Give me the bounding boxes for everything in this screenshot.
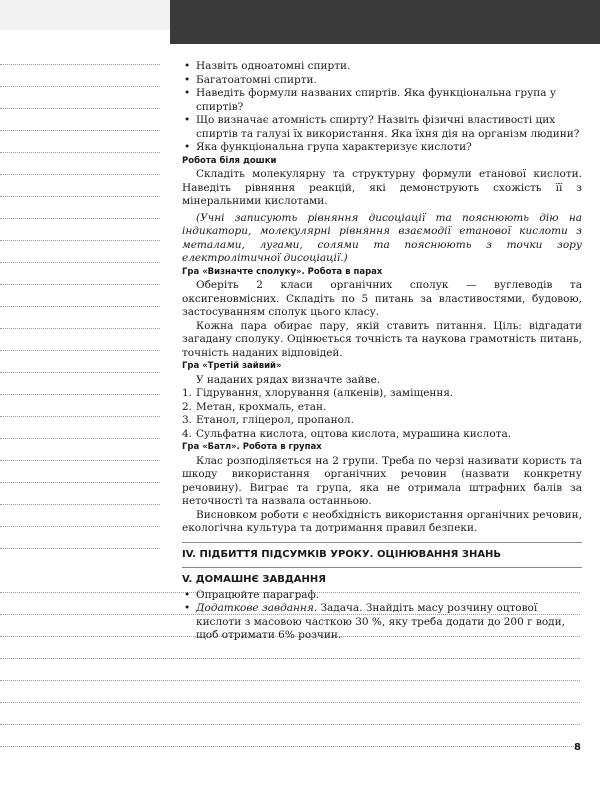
- note-line: [0, 460, 160, 461]
- list-number: 4.: [182, 427, 193, 440]
- section-divider: [182, 542, 582, 543]
- game1-paragraph: Оберіть 2 класи органічних сполук — вуглеводів та оксигеновмісних. Складіть по 5 питань за властивостями, будовою, застосуванням сполук цього класу.: [182, 279, 582, 318]
- game1-heading: Гра «Визначте сполуку». Робота в парах: [182, 266, 383, 277]
- note-line: [0, 746, 580, 747]
- note-line: [0, 482, 160, 483]
- note-line: [0, 64, 160, 65]
- note-line: [0, 108, 160, 109]
- game1-paragraph: Кожна пара обирає пару, якій ставить питання. Ціль: відгадати загадану сполуку. Оцінюється точність та наукова грамотність питань, точність наданих відповідей.: [182, 319, 582, 359]
- note-line: [0, 86, 160, 87]
- note-line: [0, 504, 160, 505]
- note-line: [0, 130, 160, 131]
- question-item: • Що визначає атомність спирту? Назвіть фізичні властивості цих спиртів та галузі їх використання. Яка їхня дія на організм людини?: [182, 114, 582, 141]
- list-item: [182, 428, 582, 442]
- list-number: 1.: [182, 387, 193, 399]
- note-line: [0, 438, 160, 439]
- header-dark-strip: [170, 0, 600, 44]
- note-line: [0, 526, 160, 527]
- note-line: [0, 240, 160, 241]
- lesson-content: [182, 60, 582, 643]
- note-line: [0, 152, 160, 153]
- board-work-note: (Учні записують рівняння дисоціації та пояснюють дію на індикатори, молекулярні рівняння взаємодії етанової кислоти з металами, лугами, солями та пояснюють з точки зору електролітичної дисоціації.): [182, 211, 582, 264]
- list-item: [182, 414, 582, 428]
- page-header-band: [0, 0, 600, 44]
- section-iv-heading: IV. ПІДБИТТЯ ПІДСУМКІВ УРОКУ. ОЦІНЮВАННЯ ЗНАНЬ: [182, 548, 502, 560]
- list-text: Гідрування, хлорування (алкенів), заміщення.: [196, 387, 454, 399]
- note-line: [0, 196, 160, 197]
- question-item: • Багатоатомні спирти.: [182, 74, 582, 88]
- note-line: [0, 724, 580, 725]
- list-item: [182, 387, 582, 401]
- list-text: Сульфатна кислота, оцтова кислота, мурашина кислота.: [196, 427, 512, 440]
- list-number: 2.: [182, 400, 193, 413]
- page-number: 8: [574, 742, 581, 753]
- game3-paragraph: Клас розподіляється на 2 групи. Треба по черзі називати користь та шкоду використання органічних речовин (назвати конкретну речовину). Виграє та група, яка не отримала штрафних балів за неточності та назвала останньою.: [182, 454, 582, 507]
- question-item: • Яка функціональна група характеризує кислоти?: [182, 141, 582, 155]
- note-line: [0, 548, 160, 549]
- section-divider: [182, 567, 582, 568]
- homework-item: • Опрацюйте параграф.: [182, 589, 582, 603]
- note-line: [0, 174, 160, 175]
- section-v-heading: V. ДОМАШНЄ ЗАВДАННЯ: [182, 574, 326, 585]
- board-work-text: Складіть молекулярну та структурну формули етанової кислоти. Наведіть рівняння реакцій, які демонструють схожість її з мінеральними кислотами.: [182, 168, 582, 207]
- list-text: Етанол, гліцерол, пропанол.: [196, 414, 354, 426]
- note-line: [0, 680, 580, 681]
- list-item: [182, 401, 582, 415]
- question-item: • Наведіть формули названих спиртів. Яка функціональна група у спиртів?: [182, 87, 582, 114]
- note-line: [0, 350, 160, 351]
- note-line: [0, 262, 160, 263]
- homework-extra-label: Додаткове завдання.: [196, 602, 318, 614]
- note-line: [0, 218, 160, 219]
- homework-item: [182, 602, 582, 643]
- note-line: [0, 416, 160, 417]
- homework-extra-text: Задача. Знайдіть масу розчину оцтової кислоти з масовою часткою 30 %, яку треба додати до 200 г води, щоб отримати 6% розчин.: [196, 602, 565, 641]
- note-line: [0, 306, 160, 307]
- board-work-heading: Робота біля дошки: [182, 155, 277, 166]
- note-line: [0, 394, 160, 395]
- note-line: [0, 658, 580, 659]
- game2-heading: Гра «Третій зайвий»: [182, 361, 282, 371]
- list-number: 3.: [182, 414, 193, 426]
- list-text: Метан, крохмаль, етан.: [196, 400, 327, 413]
- game3-paragraph: Висновком роботи є необхідність використання органічних речовин, екологічна культура та дотримання правил безпеки.: [182, 508, 582, 534]
- question-item: • Назвіть одноатомні спирти.: [182, 60, 582, 74]
- note-line: [0, 702, 580, 703]
- note-line: [0, 372, 160, 373]
- note-line: [0, 284, 160, 285]
- game3-heading: Гра «Батл». Робота в групах: [182, 442, 322, 452]
- note-line: [0, 328, 160, 329]
- game2-intro: У наданих рядах визначте зайве.: [196, 373, 381, 386]
